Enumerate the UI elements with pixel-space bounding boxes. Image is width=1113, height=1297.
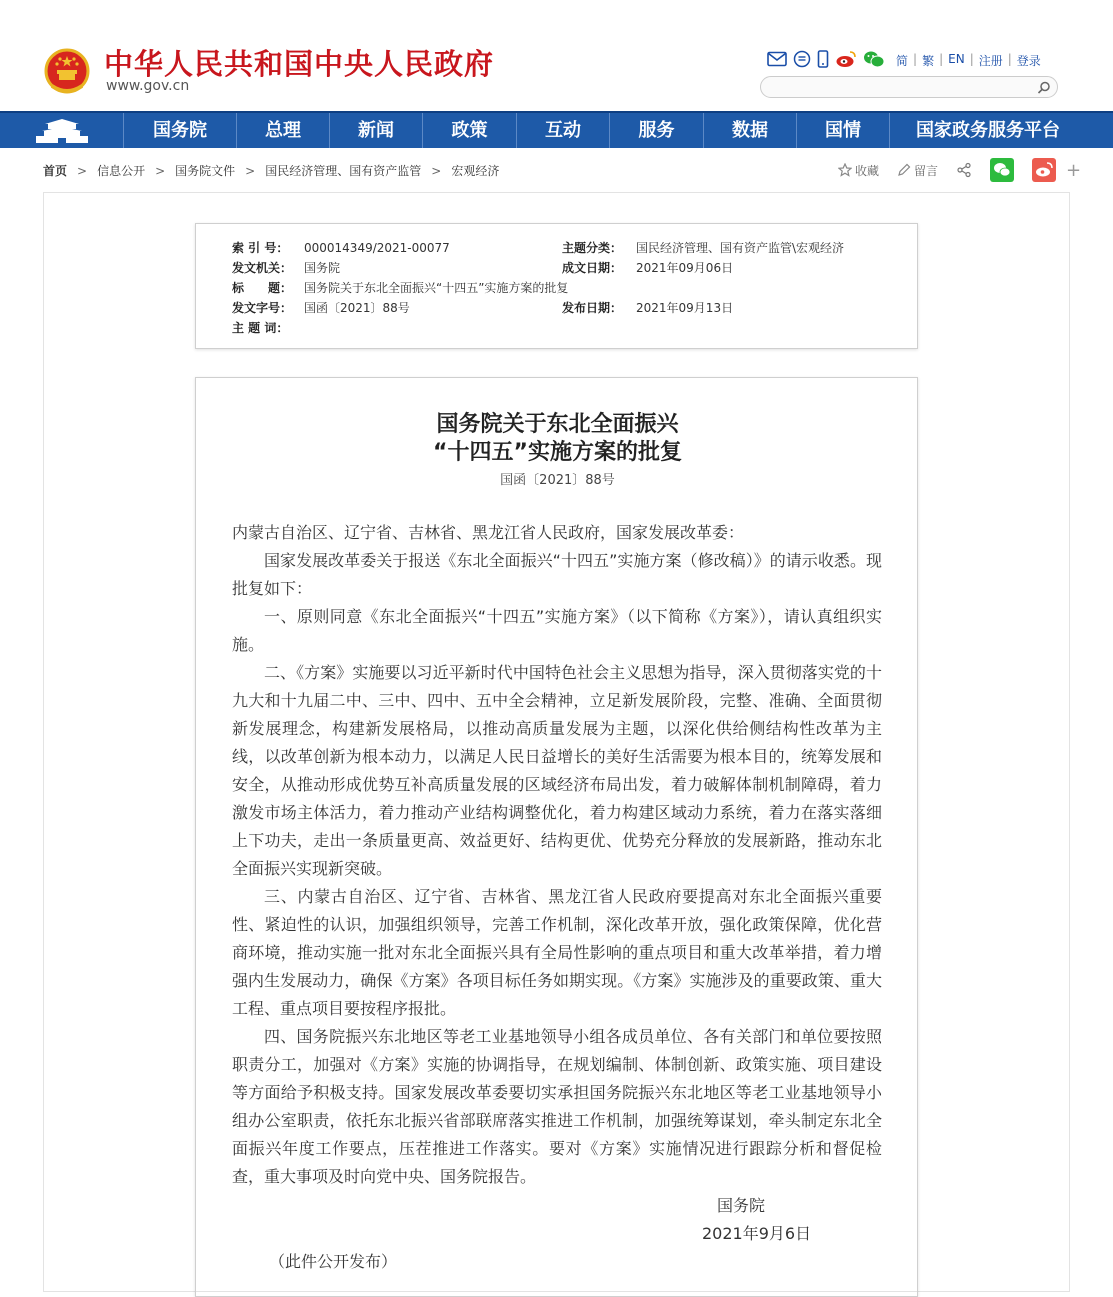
divider: | (1007, 52, 1012, 66)
favorite-button[interactable] (838, 162, 879, 179)
meta-keywords (232, 319, 304, 336)
meta-label: 发布日期： (562, 301, 623, 315)
nav-gov-service-platform[interactable]: 国家政务服务平台 (916, 120, 1060, 141)
register-link[interactable]: 注册 (978, 54, 1003, 68)
login-link[interactable]: 登录 (1016, 54, 1041, 68)
document-body (195, 377, 918, 1297)
pencil-icon (897, 163, 911, 177)
publication-note: （此件公开发布） (269, 1252, 398, 1271)
breadcrumb-item[interactable]: 国民经济管理、国有资产监管 (265, 164, 422, 178)
mail-icon[interactable] (767, 51, 787, 67)
nav-news[interactable]: 新闻 (330, 113, 423, 148)
more-share-icon[interactable]: + (1066, 159, 1082, 181)
nav-national-info[interactable]: 国情 (797, 113, 890, 148)
main-nav (0, 111, 1113, 148)
search-input[interactable] (771, 77, 1035, 99)
nav-data[interactable]: 数据 (704, 113, 797, 148)
meta-label: 索 引 号： (232, 241, 289, 255)
divider: | (939, 52, 944, 66)
lang-simplified[interactable]: 简 (896, 54, 909, 68)
wechat-icon[interactable] (863, 50, 885, 68)
lang-english[interactable]: EN (948, 52, 965, 66)
meta-value: 000014349/2021-00077 (304, 241, 450, 255)
breadcrumb-home[interactable]: 首页 (43, 164, 68, 178)
document-title-line1: 国务院关于东北全面振兴 (436, 412, 679, 437)
weibo-icon[interactable] (835, 50, 857, 68)
meta-value: 国民经济管理、国有资产监管\宏观经济 (636, 241, 845, 255)
wechat-share-icon[interactable] (990, 158, 1014, 182)
rss-icon[interactable] (793, 50, 811, 68)
chevron-right-icon: > (245, 163, 256, 178)
tiananmen-icon (31, 118, 93, 144)
nav-home[interactable] (0, 113, 124, 148)
language-links (896, 52, 1041, 69)
meta-label: 主题分类： (562, 241, 623, 255)
lang-traditional[interactable]: 繁 (922, 54, 935, 68)
meta-issuer (232, 259, 340, 276)
meta-index (232, 239, 450, 256)
paragraph: 二、《方案》实施要以习近平新时代中国特色社会主义思想为指导，深入贯彻落实党的十九大和十九届二中、三中、四中、五中全会精神，立足新发展阶段，完整、准确、全面贯彻新发展理念，构建新发展格局，以推动高质量发展为主题，以深化供给侧结构性改革为主线，以改革创新为根本动力，以满足人民日益增长的美好生活需要为根本目的，统筹发展和安全，从推动形成优势互补高质量发展的区域经济布局出发，着力破解体制机制障碍，着力激发市场主体活力，着力推动产业结构调整优化，着力构建区域动力系统，着力在落实落细上下功夫，走出一条质量更高、效益更好、结构更优、优势充分释放的发展新路，推动东北全面振兴实现新突破。 (232, 663, 882, 878)
paragraph: 四、国务院振兴东北地区等老工业基地领导小组各成员单位、各有关部门和单位要按照职责分工，加强对《方案》实施的协调指导，在规划编制、体制创新、政策实施、项目建设等方面给予积极支持。国家发展改革委要切实承担国务院振兴东北地区等老工业基地领导小组办公室职责，依托东北振兴省部联席落实推进工作机制，加强统筹谋划，牵头制定东北全面振兴年度工作要点，压茬推进工作落实。要对《方案》实施情况进行跟踪分析和督促检查，重大事项及时向党中央、国务院报告。 (232, 1027, 882, 1186)
breadcrumb-item[interactable]: 信息公开 (97, 164, 146, 178)
breadcrumb-item[interactable]: 国务院文件 (175, 164, 236, 178)
meta-value: 国务院关于东北全面振兴“十四五”实施方案的批复 (304, 281, 569, 295)
comment-label: 留言 (914, 163, 939, 178)
search-icon[interactable] (1037, 80, 1051, 99)
national-emblem-icon[interactable] (44, 48, 90, 96)
nav-premier[interactable]: 总理 (237, 113, 330, 148)
divider: | (969, 52, 974, 66)
chevron-right-icon: > (431, 163, 442, 178)
document-title-line2: “十四五”实施方案的批复 (433, 440, 682, 465)
document-number: 国函〔2021〕88号 (500, 473, 615, 488)
document-metadata (195, 223, 918, 349)
meta-published-date (562, 299, 733, 316)
nav-policy[interactable]: 政策 (423, 113, 517, 148)
meta-category (562, 239, 844, 256)
meta-label: 发文机关： (232, 261, 293, 275)
meta-value: 国务院 (304, 261, 341, 275)
comment-button[interactable] (897, 162, 938, 179)
divider: | (913, 52, 918, 66)
paragraph: 三、内蒙古自治区、辽宁省、吉林省、黑龙江省人民政府要提高对东北全面振兴重要性、紧迫性的认识，加强组织领导，完善工作机制，深化改革开放，强化政策保障，优化营商环境，推动实施一批对东北全面振兴具有全局性影响的重点项目和重大改革举措，着力增强内生发展动力，确保《方案》各项目标任务如期实现。《方案》实施涉及的重要政策、重大工程、重点项目要按程序报批。 (232, 887, 882, 1018)
site-url[interactable]: www.gov.cn (106, 78, 190, 94)
meta-doc-number (232, 299, 410, 316)
signature-date: 2021年9月6日 (702, 1224, 812, 1243)
chevron-right-icon: > (155, 163, 166, 178)
nav-services[interactable]: 服务 (610, 113, 704, 148)
favorite-label: 收藏 (855, 163, 880, 178)
meta-label: 主 题 词： (232, 321, 289, 335)
meta-label: 标 题： (232, 281, 293, 295)
breadcrumb-item[interactable]: 宏观经济 (451, 164, 500, 178)
chevron-right-icon: > (77, 163, 88, 178)
meta-value: 2021年09月06日 (636, 261, 734, 275)
breadcrumb (43, 162, 499, 179)
share-icon[interactable] (956, 162, 972, 178)
meta-created-date (562, 259, 733, 276)
document-text (232, 519, 882, 1191)
search-box (760, 76, 1058, 98)
site-header (0, 0, 1113, 111)
paragraph: 国家发展改革委关于报送《东北全面振兴“十四五”实施方案（修改稿）》的请示收悉。现批复如下： (232, 551, 882, 598)
recipients: 内蒙古自治区、辽宁省、吉林省、黑龙江省人民政府，国家发展改革委： (232, 523, 745, 542)
meta-title (232, 279, 568, 296)
nav-interaction[interactable]: 互动 (517, 113, 610, 148)
share-toolbar (838, 158, 1081, 182)
mobile-icon[interactable] (817, 50, 829, 68)
meta-label: 成文日期： (562, 261, 623, 275)
paragraph: 一、原则同意《东北全面振兴“十四五”实施方案》（以下简称《方案》），请认真组织实施。 (232, 607, 882, 654)
weibo-share-icon[interactable] (1032, 158, 1056, 182)
meta-value: 国函〔2021〕88号 (304, 301, 410, 315)
star-icon (838, 163, 852, 177)
meta-label: 发文字号： (232, 301, 293, 315)
meta-value: 2021年09月13日 (636, 301, 734, 315)
nav-state-council[interactable]: 国务院 (124, 113, 237, 148)
top-icon-bar (767, 49, 891, 69)
signature: 国务院 (717, 1196, 766, 1215)
site-title[interactable]: 中华人民共和国中央人民政府 (104, 47, 495, 81)
